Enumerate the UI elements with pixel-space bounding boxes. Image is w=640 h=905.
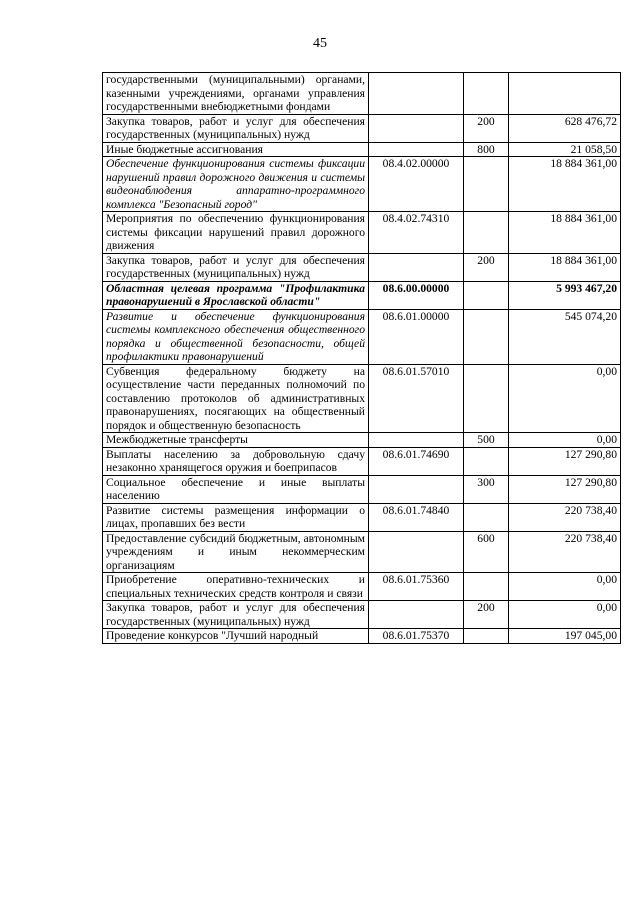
row-code-cell — [369, 531, 464, 573]
row-name-cell: Социальное обеспечение и иные выплаты населению — [103, 475, 369, 503]
row-expense-kind-cell — [464, 212, 509, 254]
table-row — [103, 629, 621, 644]
row-name-cell: Развитие и обеспечение функционирования системы комплексного обеспечения общественного порядка и общественной безопасности, общей профилактики правонарушений — [103, 309, 369, 364]
row-code-cell — [369, 142, 464, 157]
table-row — [103, 475, 621, 503]
table-row — [103, 212, 621, 254]
row-code-cell — [369, 114, 464, 142]
row-expense-kind-cell — [464, 629, 509, 644]
row-expense-kind-cell: 800 — [464, 142, 509, 157]
row-name-cell: Закупка товаров, работ и услуг для обеспечения государственных (муниципальных) нужд — [103, 253, 369, 281]
row-name-cell: Межбюджетные трансферты — [103, 433, 369, 448]
row-code-cell: 08.4.02.00000 — [369, 157, 464, 212]
row-code-cell: 08.6.01.57010 — [369, 364, 464, 433]
row-name-cell: Иные бюджетные ассигнования — [103, 142, 369, 157]
row-code-cell: 08.6.01.00000 — [369, 309, 464, 364]
row-name-cell: Проведение конкурсов "Лучший народный — [103, 629, 369, 644]
row-expense-kind-cell — [464, 447, 509, 475]
row-name-cell: Закупка товаров, работ и услуг для обеспечения государственных (муниципальных) нужд — [103, 601, 369, 629]
row-expense-kind-cell — [464, 573, 509, 601]
table-row — [103, 531, 621, 573]
table-row — [103, 433, 621, 448]
row-code-cell: 08.6.00.00000 — [369, 281, 464, 309]
table-row — [103, 73, 621, 115]
row-amount-cell: 220 738,40 — [509, 531, 621, 573]
row-name-cell: Приобретение оперативно-технических и специальных технических средств контроля и связи — [103, 573, 369, 601]
row-amount-cell: 127 290,80 — [509, 475, 621, 503]
row-amount-cell: 0,00 — [509, 433, 621, 448]
table-row — [103, 601, 621, 629]
row-name-cell: Закупка товаров, работ и услуг для обеспечения государственных (муниципальных) нужд — [103, 114, 369, 142]
row-amount-cell: 628 476,72 — [509, 114, 621, 142]
page-number: 45 — [313, 36, 327, 51]
row-expense-kind-cell: 600 — [464, 531, 509, 573]
row-expense-kind-cell: 200 — [464, 253, 509, 281]
row-expense-kind-cell — [464, 73, 509, 115]
table-row — [103, 364, 621, 433]
row-code-cell: 08.6.01.74690 — [369, 447, 464, 475]
row-code-cell — [369, 433, 464, 448]
budget-table-body — [103, 73, 621, 644]
row-expense-kind-cell — [464, 281, 509, 309]
table-row — [103, 253, 621, 281]
row-expense-kind-cell — [464, 157, 509, 212]
table-row — [103, 142, 621, 157]
budget-table — [102, 72, 621, 644]
table-row — [103, 309, 621, 364]
table-row — [103, 573, 621, 601]
row-name-cell: Мероприятия по обеспечению функционирования системы фиксации нарушений правил дорожного движения — [103, 212, 369, 254]
row-amount-cell: 18 884 361,00 — [509, 212, 621, 254]
row-name-cell: Субвенция федеральному бюджету на осуществление части переданных полномочий по составлению протоколов об административных правонарушениях, посягающих на общественный порядок и общественную безопасность — [103, 364, 369, 433]
row-amount-cell: 220 738,40 — [509, 503, 621, 531]
row-name-cell: Предоставление субсидий бюджетным, автономным учреждениям и иным некоммерческим организациям — [103, 531, 369, 573]
row-amount-cell — [509, 73, 621, 115]
row-name-cell: Областная целевая программа "Профилактика правонарушений в Ярославской области" — [103, 281, 369, 309]
row-code-cell — [369, 73, 464, 115]
row-amount-cell: 197 045,00 — [509, 629, 621, 644]
row-name-cell: Обеспечение функционирования системы фиксации нарушений правил дорожного движения и системы видеонаблюдения аппаратно-программного комплекса "Безопасный город" — [103, 157, 369, 212]
row-code-cell — [369, 253, 464, 281]
row-expense-kind-cell: 200 — [464, 601, 509, 629]
row-code-cell: 08.4.02.74310 — [369, 212, 464, 254]
row-amount-cell: 127 290,80 — [509, 447, 621, 475]
row-amount-cell: 5 993 467,20 — [509, 281, 621, 309]
row-code-cell — [369, 475, 464, 503]
row-code-cell: 08.6.01.74840 — [369, 503, 464, 531]
row-expense-kind-cell — [464, 364, 509, 433]
row-expense-kind-cell: 200 — [464, 114, 509, 142]
row-amount-cell: 0,00 — [509, 364, 621, 433]
row-name-cell: Выплаты населению за добровольную сдачу незаконно хранящегося оружия и боеприпасов — [103, 447, 369, 475]
row-code-cell — [369, 601, 464, 629]
row-name-cell: Развитие системы размещения информации о лицах, пропавших без вести — [103, 503, 369, 531]
row-amount-cell: 21 058,50 — [509, 142, 621, 157]
row-expense-kind-cell: 300 — [464, 475, 509, 503]
row-amount-cell: 0,00 — [509, 601, 621, 629]
row-amount-cell: 545 074,20 — [509, 309, 621, 364]
table-row — [103, 281, 621, 309]
table-row — [103, 447, 621, 475]
row-code-cell: 08.6.01.75360 — [369, 573, 464, 601]
table-row — [103, 114, 621, 142]
row-amount-cell: 0,00 — [509, 573, 621, 601]
table-row — [103, 157, 621, 212]
row-amount-cell: 18 884 361,00 — [509, 157, 621, 212]
row-code-cell: 08.6.01.75370 — [369, 629, 464, 644]
row-expense-kind-cell — [464, 503, 509, 531]
row-amount-cell: 18 884 361,00 — [509, 253, 621, 281]
row-expense-kind-cell — [464, 309, 509, 364]
row-expense-kind-cell: 500 — [464, 433, 509, 448]
row-name-cell: государственными (муниципальными) органами, казенными учреждениями, органами управления государственными внебюджетными фондами — [103, 73, 369, 115]
table-row — [103, 503, 621, 531]
